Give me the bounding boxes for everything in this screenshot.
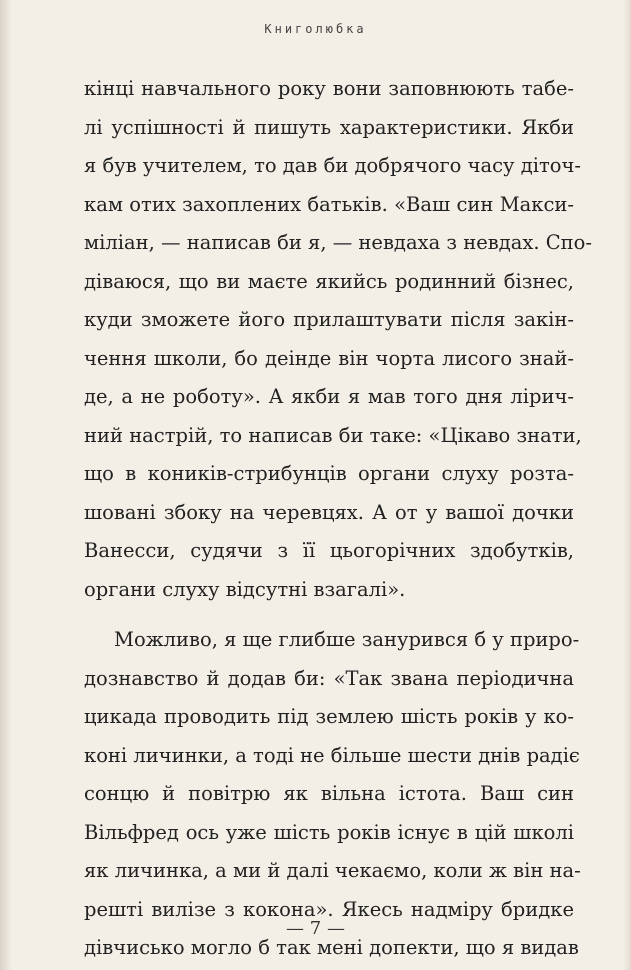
text-line: дознавство й додав би: «Так звана періодична xyxy=(84,666,574,690)
text-line: цикада проводить під землею шість років у ко- xyxy=(84,705,574,728)
text-line: сонцю й повітрю як вільна істота. Ваш син xyxy=(84,782,574,805)
text-line: дівчисько могло б так мені допекти, що я видав xyxy=(84,936,579,959)
text-line: діваюся, що ви маєте якийсь родинний бізнес, xyxy=(84,269,574,293)
text-line: решті вилізе з кокона». Якесь надміру бридке xyxy=(84,897,574,921)
paragraph-gap xyxy=(84,609,574,621)
text-line: куди зможете його прилаштувати після закін- xyxy=(84,308,574,331)
running-header: Книголюбка xyxy=(264,22,367,36)
text-line: Вільфред ось уже шість років існує в цій школі xyxy=(84,820,574,844)
text-line: лі успішності й пишуть характеристики. Якби xyxy=(84,115,574,139)
page-edge-left xyxy=(0,0,12,970)
text-line: органи слуху відсутні взагалі». xyxy=(84,577,406,601)
page-number: — 7 — xyxy=(286,918,345,939)
text-line: кінці навчального року вони заповнюють табе- xyxy=(84,77,574,100)
page-edge-right xyxy=(623,0,631,970)
body-text xyxy=(84,70,593,968)
text-line: де, а не роботу». А якби я мав того дня лірич- xyxy=(84,385,574,408)
text-line: як личинка, а ми й далі чекаємо, коли ж він на- xyxy=(84,859,581,882)
text-line: Ванесси, судячи з її цьогорічних здобутків, xyxy=(84,539,574,562)
paragraph-2 xyxy=(84,621,581,968)
text-line: кам отих захоплених батьків. «Ваш син Макси- xyxy=(84,192,574,216)
text-line: міліан, — написав би я, — невдаха з невдах. Спо- xyxy=(84,231,593,254)
text-line: чення школи, бо деінде він чорта лисого знай- xyxy=(84,346,574,370)
text-line: ний настрій, то написав би таке: «Цікаво знати, xyxy=(84,423,582,447)
text-line: Можливо, я ще глибше занурився б у приро- xyxy=(114,628,580,651)
text-line: що в коників-стрибунців органи слуху розта- xyxy=(84,462,574,485)
text-line: коні личинки, а тоді не більше шести днів радіє xyxy=(84,743,580,767)
paragraph-1 xyxy=(84,70,593,609)
text-line: я був учителем, то дав би добрячого часу діточ- xyxy=(84,154,581,177)
text-line: шовані збоку на черевцях. А от у вашої дочки xyxy=(84,500,574,524)
